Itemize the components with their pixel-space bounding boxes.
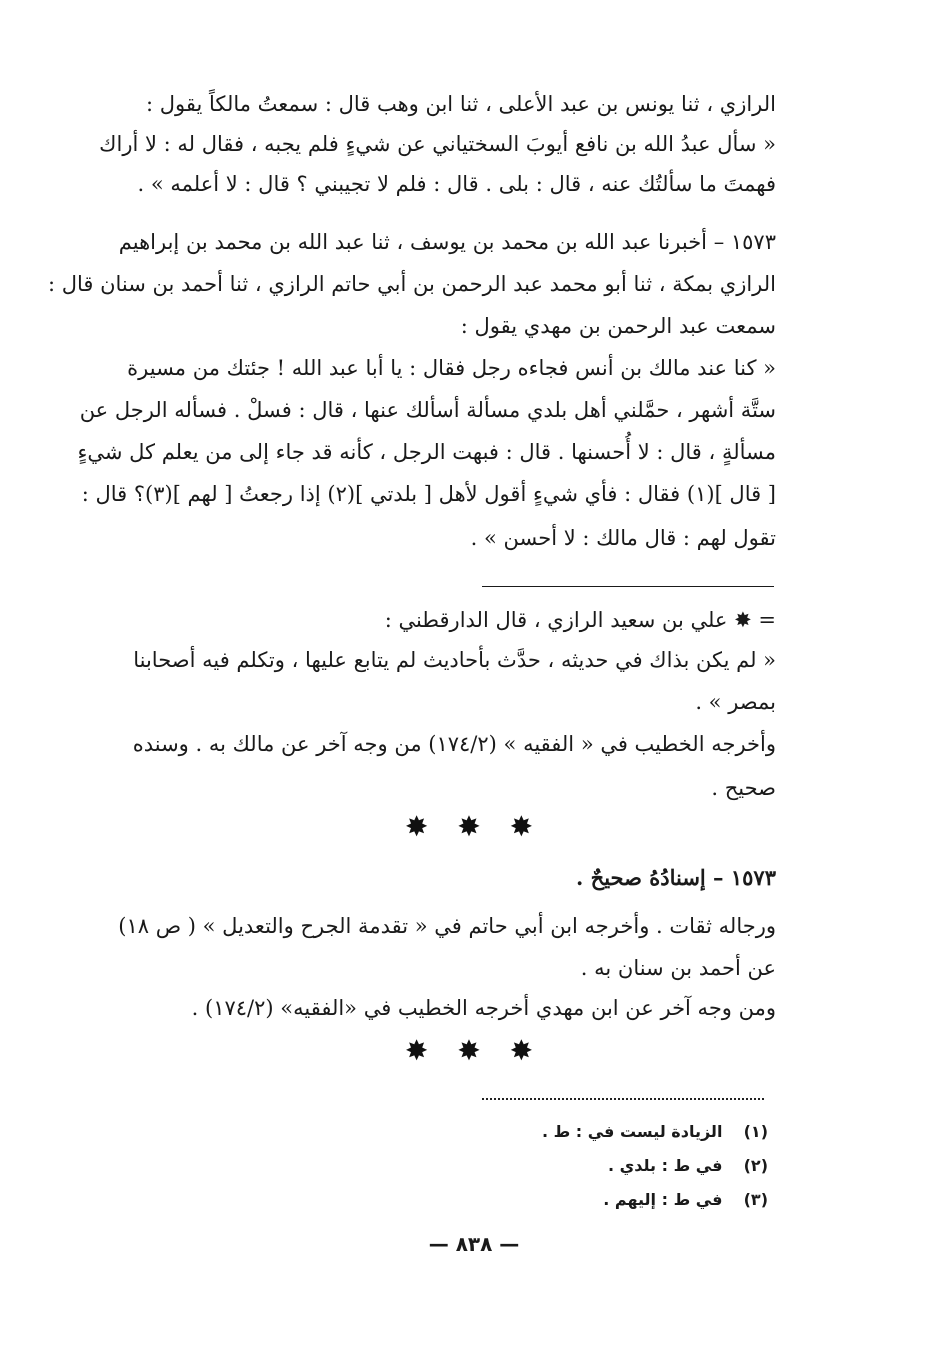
- footnote-3: [528, 1186, 768, 1214]
- page-number: — ٨٣٨ —: [428, 1232, 520, 1256]
- hadith-1573-line-1: ١٥٧٣ – أخبرنا عبد الله بن محمد بن يوسف ، ثنا عبد الله بن محمد بن إبراهيم: [118, 230, 776, 254]
- stars-divider-2: ✸ ✸ ✸: [404, 1034, 544, 1067]
- commentary-line-3: بمصر » .: [695, 690, 776, 714]
- separator-rule: [482, 586, 774, 587]
- footnote-2: [528, 1152, 768, 1180]
- main-text-line-9: مسألةٍ ، قال : لا أُحسنها . قال : فبهت الرجل ، كأنه قد جاء إلى من يعلم كل شيءٍ: [77, 440, 776, 464]
- main-text-line-1: الرازي ، ثنا يونس بن عبد الأعلى ، ثنا ابن وهب قال : سمعتُ مالكاً يقول :: [145, 92, 776, 116]
- footnote-separator: [482, 1098, 764, 1100]
- section-line-3: ومن وجه آخر عن ابن مهدي أخرجه الخطيب في «الفقيه» (١٧٤/٢) .: [191, 996, 776, 1020]
- commentary-line-4: وأخرجه الخطيب في « الفقيه » (١٧٤/٢) من وجه آخر عن مالك به . وسنده: [132, 732, 776, 756]
- main-text-line-11: تقول لهم : قال مالك : لا أحسن » .: [470, 526, 776, 550]
- footnote-2-number: (٢): [743, 1156, 768, 1175]
- footnote-1-text: الزيادة ليست في : ط .: [541, 1122, 723, 1141]
- section-line-1: ورجاله ثقات . وأخرجه ابن أبي حاتم في « تقدمة الجرح والتعديل » ( ص ١٨): [118, 914, 776, 938]
- main-text-line-2: « سأل عبدُ الله بن نافع أيوبَ السختياني عن شيءٍ فلم يجبه ، فقال له : لا أراك: [99, 132, 776, 156]
- stars-divider-1: ✸ ✸ ✸: [404, 810, 544, 843]
- footnote-1-number: (١): [743, 1122, 768, 1141]
- section-line-2: عن أحمد بن سنان به .: [580, 956, 776, 980]
- footnote-2-text: في ط : بلدي .: [607, 1156, 723, 1175]
- footnote-1: [528, 1118, 768, 1146]
- commentary-line-2: « لم يكن بذاك في حديثه ، حدَّث بأحاديث لم يتابع عليها ، وتكلم فيه أصحابنا: [133, 648, 776, 672]
- section-heading: ١٥٧٣ – إسنادُهُ صحيحٌ .: [576, 865, 776, 890]
- main-text-line-5: الرازي بمكة ، ثنا أبو محمد عبد الرحمن بن أبي حاتم الرازي ، ثنا أحمد بن سنان قال :: [47, 272, 776, 296]
- commentary-line-1: = ✸ علي بن سعيد الرازي ، قال الدارقطني :: [384, 608, 776, 632]
- main-text-line-8: ستَّة أشهر ، حمَّلني أهل بلدي مسألة أسألك عنها ، قال : فسلْ . فسأله الرجل عن: [79, 398, 776, 422]
- commentary-line-5: صحيح .: [711, 776, 776, 800]
- footnote-3-number: (٣): [743, 1190, 768, 1209]
- main-text-line-10: [ قال ](١) فقال : فأي شيءٍ أقول لأهل [ بلدتي ](٢) إذا رجعتُ [ لهم ](٣)؟ قال :: [81, 482, 776, 506]
- footnote-3-text: في ط : إليهم .: [603, 1190, 723, 1209]
- main-text-line-7: « كنا عند مالك بن أنس فجاءه رجل فقال : يا أبا عبد الله ! جئتك من مسيرة: [127, 356, 776, 380]
- main-text-line-3: فهمتَ ما سألتُك عنه ، قال : بلى . قال : فلم لا تجيبني ؟ قال : لا أعلمه » .: [137, 172, 776, 196]
- main-text-line-6: سمعت عبد الرحمن بن مهدي يقول :: [460, 314, 776, 338]
